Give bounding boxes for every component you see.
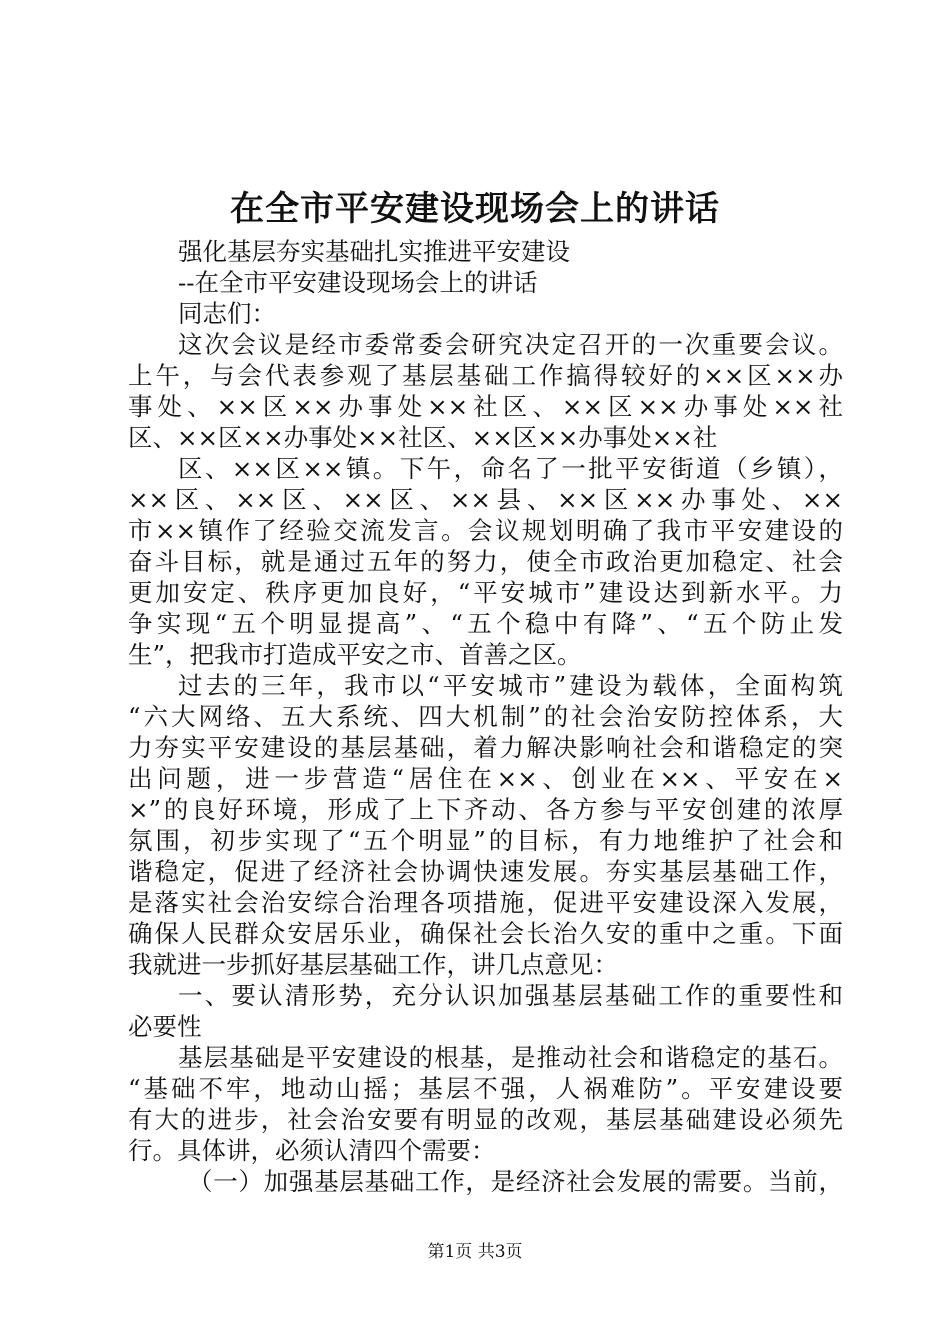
subtitle-line: 强化基层夯实基础扎实推进平安建设 xyxy=(178,237,570,266)
paragraph-line: 更加安定、秩序更加良好，“平安城市”建设达到新水平。力 xyxy=(128,578,843,607)
paragraph-line: 这次会议是经市委常委会研究决定召开的一次重要会议。 xyxy=(178,330,843,359)
paragraph-line: 事处、××区××办事处××社区、××区××办事处××社 xyxy=(128,392,843,421)
paragraph-line: （一）加强基层基础工作，是经济社会发展的需要。当前， xyxy=(188,1167,843,1196)
paragraph-line: 行。具体讲，必须认清四个需要： xyxy=(128,1136,496,1165)
paragraph-line: ××区、××区、××区、××县、××区××办事处、×× xyxy=(128,485,843,514)
paragraph-line: 奋斗目标，就是通过五年的努力，使全市政治更加稳定、社会 xyxy=(128,547,843,576)
paragraph-line: ×”的良好环境，形成了上下齐动、各方参与平安创建的浓厚 xyxy=(128,795,843,824)
page-footer: 第1页 共3页 xyxy=(427,1242,523,1262)
document-body xyxy=(128,236,843,1197)
paragraph-line: 有大的进步，社会治安要有明显的改观，基层基础建设必须先 xyxy=(128,1105,843,1134)
section-heading-line: 一、要认清形势，充分认识加强基层基础工作的重要性和 xyxy=(178,981,843,1010)
paragraph-line: 上午，与会代表参观了基层基础工作搞得较好的××区××办 xyxy=(128,361,843,390)
paragraph-line: 基层基础是平安建设的根基，是推动社会和谐稳定的基石。 xyxy=(178,1043,843,1072)
paragraph-line: 争实现“五个明显提高”、“五个稳中有降”、“五个防止发 xyxy=(128,609,843,638)
paragraph-line: 氛围，初步实现了“五个明显”的目标，有力地维护了社会和 xyxy=(128,826,843,855)
paragraph-line: “六大网络、五大系统、四大机制”的社会治安防控体系，大 xyxy=(128,702,843,731)
paragraph-line: 区、××区××办事处××社区、××区××办事处××社 xyxy=(128,423,718,452)
page-title: 在全市平安建设现场会上的讲话 xyxy=(230,189,720,229)
salutation-line: 同志们： xyxy=(178,299,276,328)
subtitle-line: --在全市平安建设现场会上的讲话 xyxy=(178,268,538,297)
paragraph-line: “基础不牢，地动山摇；基层不强，人祸难防”。平安建设要 xyxy=(128,1074,843,1103)
paragraph-line: 区、××区××镇。下午，命名了一批平安街道（乡镇）， xyxy=(178,454,843,483)
paragraph-line: 是落实社会治安综合治理各项措施，促进平安建设深入发展， xyxy=(128,888,843,917)
paragraph-line: 出问题，进一步营造“居住在××、创业在××、平安在× xyxy=(128,764,843,793)
paragraph-line: 生”，把我市打造成平安之市、首善之区。 xyxy=(128,640,582,669)
paragraph-line: 过去的三年，我市以“平安城市”建设为载体，全面构筑 xyxy=(178,671,843,700)
paragraph-line: 谐稳定，促进了经济社会协调快速发展。夯实基层基础工作， xyxy=(128,857,843,886)
section-heading-line: 必要性 xyxy=(128,1012,202,1041)
paragraph-line: 市××镇作了经验交流发言。会议规划明确了我市平安建设的 xyxy=(128,516,843,545)
paragraph-line: 我就进一步抓好基层基础工作，讲几点意见： xyxy=(128,950,618,979)
paragraph-line: 力夯实平安建设的基层基础，着力解决影响社会和谐稳定的突 xyxy=(128,733,843,762)
paragraph-line: 确保人民群众安居乐业，确保社会长治久安的重中之重。下面 xyxy=(128,919,843,948)
